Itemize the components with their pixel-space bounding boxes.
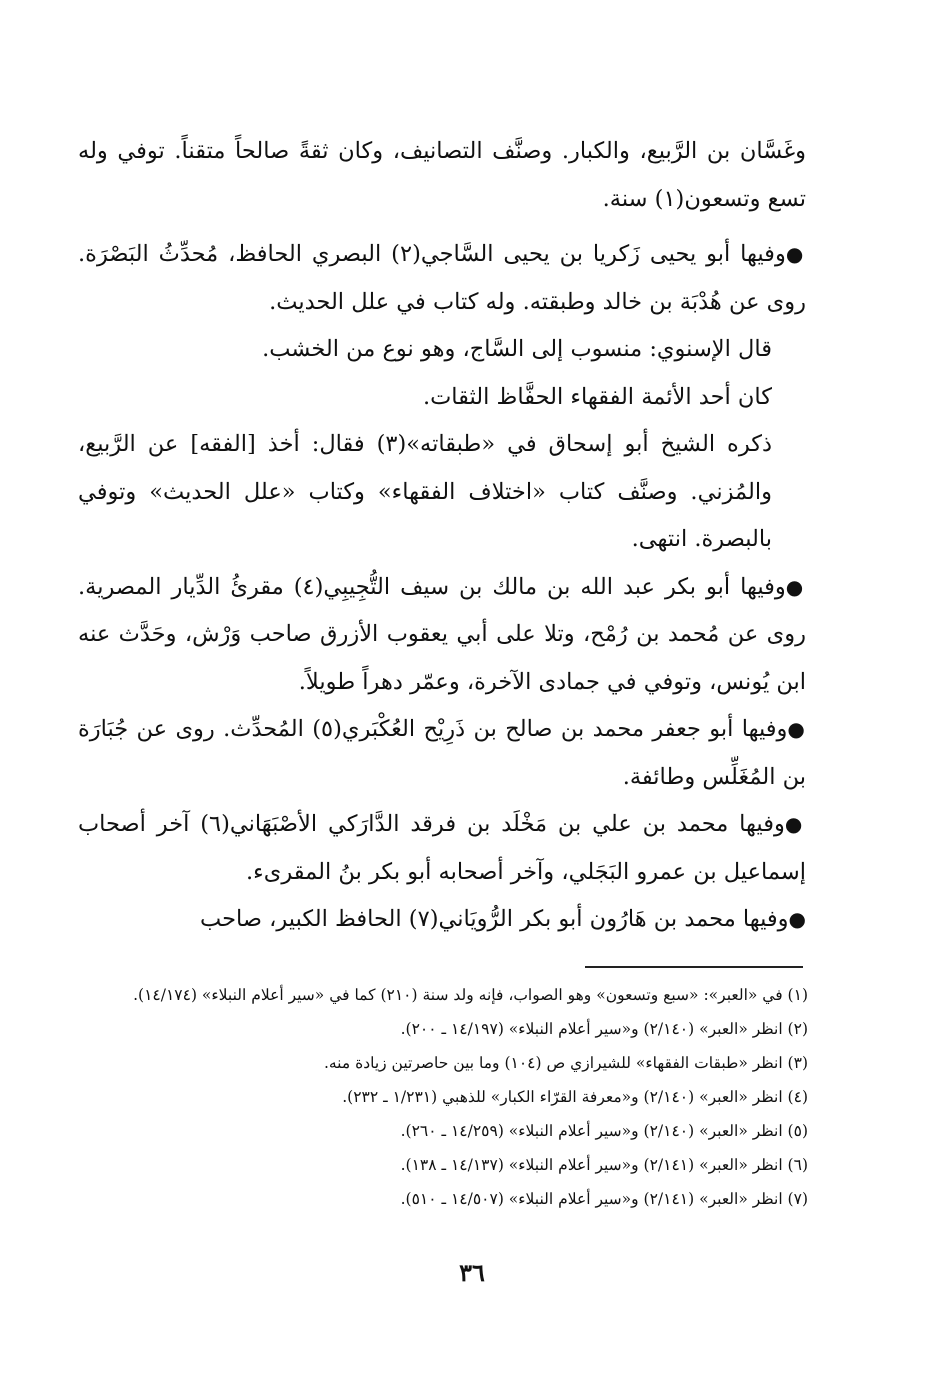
paragraph-2-text: وفيها أبو يحيى زَكريا بن يحيى السَّاجي(٢) البصري الحافظ، مُحدِّثُ البَصْرَة. روى عن هُدْبَة بن خالد وطبقته. وله كتاب في علل الحديث. bbox=[78, 241, 806, 315]
footnote-1: (١) في «العبر»: «سبع وتسعون» وهو الصواب، فإنه ولد سنة (٢١٠) كما في «سير أعلام النبلاء» (١٤/١٧٤). bbox=[133, 986, 808, 1004]
bullet-icon: ● bbox=[785, 242, 807, 266]
footnote-3: (٣) انظر «طبقات الفقهاء» للشيرازي ص (١٠٤) وما بين حاصرتين زيادة منه. bbox=[323, 1054, 808, 1072]
page-number: ٣٦ bbox=[459, 1258, 485, 1287]
paragraph-9 bbox=[78, 896, 806, 944]
paragraph-8 bbox=[78, 801, 806, 896]
paragraph-6-text: وفيها أبو بكر عبد الله بن مالك بن سيف التُّجِيبِي(٤) مقرئُ الدِّيار المصرية. روى عن مُحمد بن رُمْح، وتلا على أبي يعقوب الأزرق صاحب وَرْش، وحَدَّث عنه ابن يُونس، وتوفي في جمادى الآخرة، وعمّر دهراً طويلاً. bbox=[78, 573, 806, 695]
paragraph-6 bbox=[78, 564, 806, 707]
footnote-divider bbox=[585, 966, 803, 968]
footnote-2: (٢) انظر «العبر» (٢/١٤٠) و«سير أعلام النبلاء» (١٤/١٩٧ ـ ٢٠٠). bbox=[400, 1020, 808, 1038]
footnote-7: (٧) انظر «العبر» (٢/١٤١) و«سير أعلام النبلاء» (١٤/٥٠٧ ـ ٥١٠). bbox=[400, 1190, 808, 1208]
paragraph-7 bbox=[78, 706, 806, 801]
main-text bbox=[78, 128, 806, 944]
bullet-icon: ● bbox=[784, 812, 806, 836]
paragraph-5: ذكره الشيخ أبو إسحاق في «طبقاته»(٣) فقال: أخذ [الفقه] عن الرَّبيع، والمُزني. وصنَّف كتاب «اختلاف الفقهاء» وكتاب «علل الحديث» وتوفي بالبصرة. انتهى. bbox=[78, 431, 772, 552]
paragraph-1: وغَسَّان بن الرَّبيع، والكبار. وصنَّف التصانيف، وكان ثقةً صالحاً متقناً. توفي وله تسع وتسعون(١) سنة. bbox=[78, 138, 806, 212]
paragraph-9-text: وفيها محمد بن هَارُون أبو بكر الرُّويَاني(٧) الحافظ الكبير، صاحب bbox=[200, 906, 789, 932]
bullet-icon: ● bbox=[785, 574, 806, 599]
footnotes bbox=[80, 978, 808, 1216]
paragraph-2 bbox=[78, 231, 806, 326]
bullet-icon: ● bbox=[788, 907, 806, 931]
bullet-icon: ● bbox=[787, 717, 806, 741]
footnote-6: (٦) انظر «العبر» (٢/١٤١) و«سير أعلام النبلاء» (١٤/١٣٧ ـ ١٣٨). bbox=[400, 1156, 808, 1174]
paragraph-7-text: وفيها أبو جعفر محمد بن صالح بن ذَرِيْح العُكْبَري(٥) المُحدِّث. روى عن جُبَارَة بن المُغَلِّس وطائفة. bbox=[78, 716, 806, 790]
paragraph-8-text: وفيها محمد بن علي بن مَخْلَد بن فرقد الدَّارَكي الأصْبَهَاني(٦) آخر أصحاب إسماعيل بن عمرو البَجَلي، وآخر أصحابه أبو بكر بنُ المقرىء. bbox=[78, 811, 806, 885]
paragraph-3: قال الإسنوي: منسوب إلى السَّاج، وهو نوع من الخشب. bbox=[262, 336, 772, 362]
paragraph-4: كان أحد الأئمة الفقهاء الحفَّاظ الثقات. bbox=[422, 383, 772, 410]
footnote-4: (٤) انظر «العبر» (٢/١٤٠) و«معرفة القرّاء الكبار» للذهبي (١/٢٣١ ـ ٢٣٢). bbox=[342, 1088, 808, 1106]
footnote-5: (٥) انظر «العبر» (٢/١٤٠) و«سير أعلام النبلاء» (١٤/٢٥٩ ـ ٢٦٠). bbox=[400, 1122, 808, 1140]
